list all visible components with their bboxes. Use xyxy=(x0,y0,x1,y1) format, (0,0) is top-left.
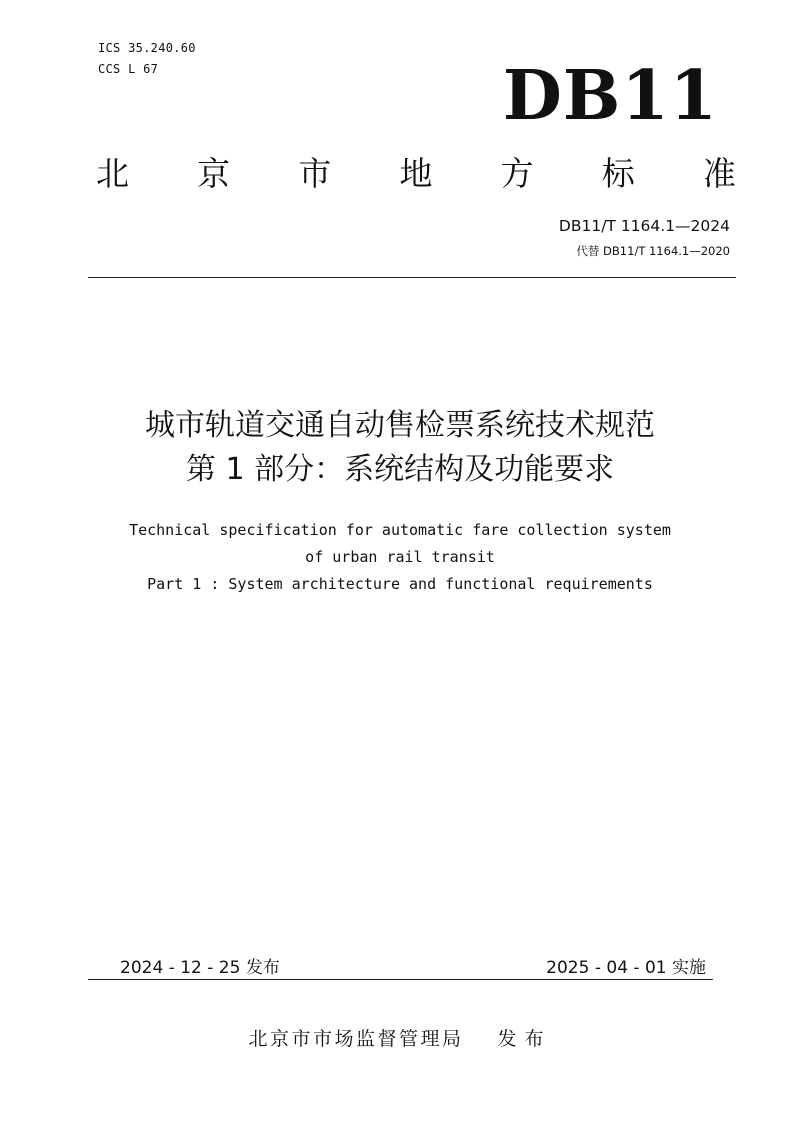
standard-type-char: 京 xyxy=(197,154,231,193)
issue-date: 2024 - 12 - 25 发布 xyxy=(120,958,280,978)
standard-type-char: 北 xyxy=(96,154,129,193)
footer-divider xyxy=(88,979,713,980)
title-english-line-1: Technical specification for automatic fare collection system xyxy=(129,521,671,539)
title-english-line-2: of urban rail transit xyxy=(305,548,495,566)
title-chinese-line-1: 城市轨道交通自动售检票系统技术规范 xyxy=(145,408,655,443)
header-divider xyxy=(88,277,736,278)
issuer-line xyxy=(0,1030,800,1049)
standard-type-char: 标 xyxy=(601,154,635,193)
issuer-name: 北京市市场监督管理局 xyxy=(248,1028,464,1050)
standard-number: DB11/T 1164.1—2024 xyxy=(558,217,730,235)
ics-code: ICS 35.240.60 xyxy=(98,41,196,55)
issuer-action: 发布 xyxy=(497,1028,552,1050)
standard-type-char: 方 xyxy=(500,154,534,193)
title-english-line-3: Part 1 : System architecture and functional requirements xyxy=(147,575,653,593)
implementation-date: 2025 - 04 - 01 实施 xyxy=(546,958,706,978)
replaced-standard: 代替 DB11/T 1164.1—2020 xyxy=(576,244,730,258)
title-chinese-line-2: 第 1 部分：系统结构及功能要求 xyxy=(185,452,615,487)
ccs-code: CCS L 67 xyxy=(98,62,159,76)
standard-logo: DB11 xyxy=(502,56,718,136)
standard-type-char: 准 xyxy=(702,154,736,193)
standard-type-char: 地 xyxy=(399,154,433,193)
standard-type-heading xyxy=(96,154,736,193)
standard-type-char: 市 xyxy=(298,154,332,193)
